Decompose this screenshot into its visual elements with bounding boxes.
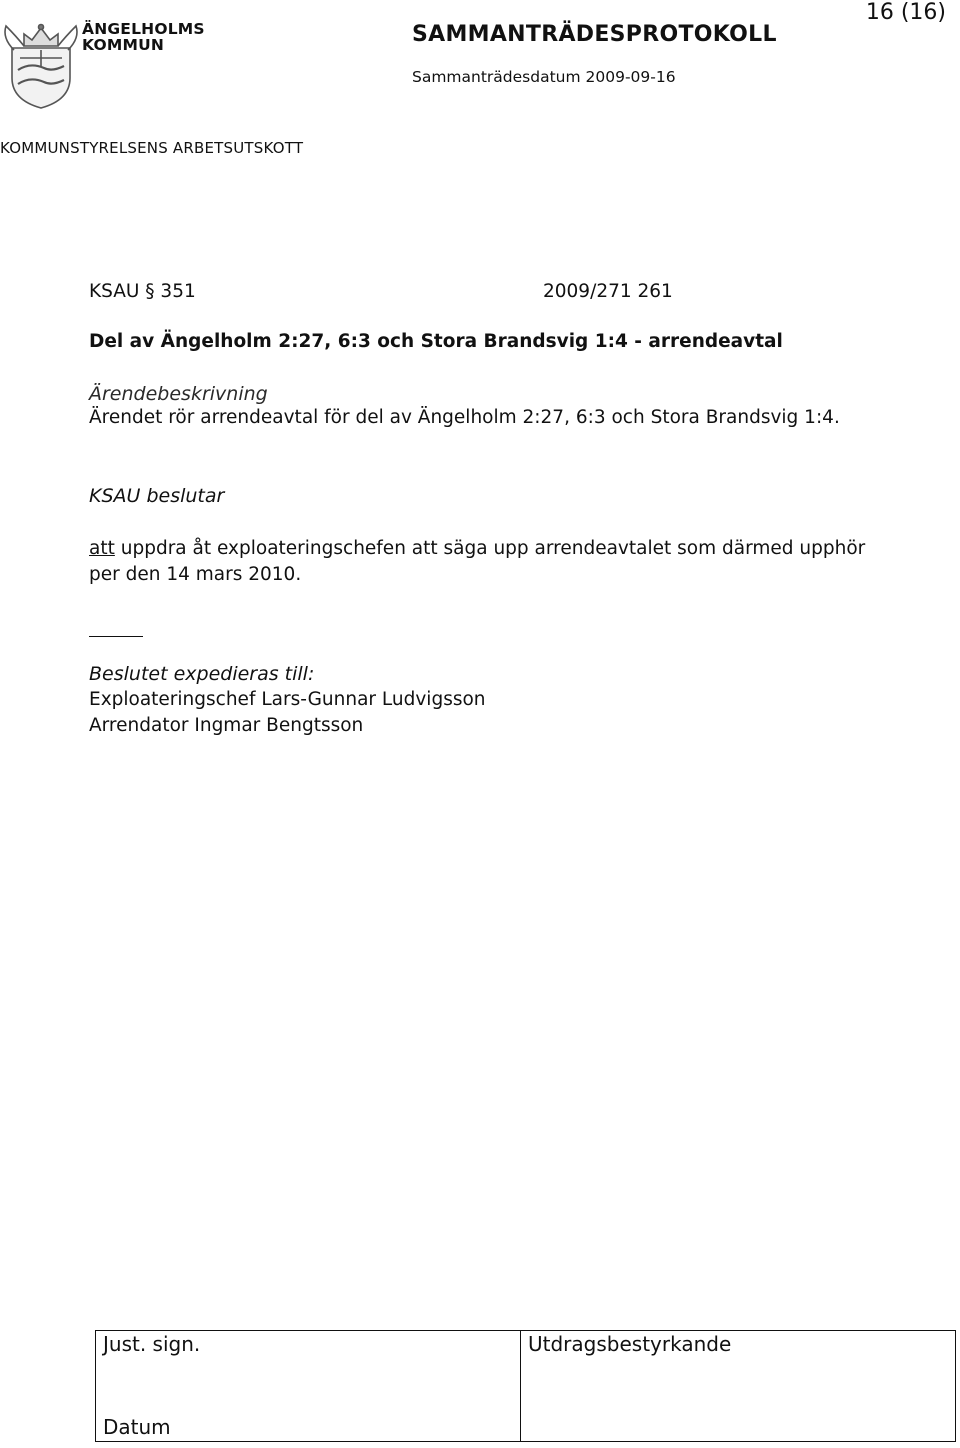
municipal-coat-of-arms-icon [0, 18, 82, 110]
expedition-recipient: Exploateringschef Lars-Gunnar Ludvigsson [89, 689, 486, 710]
just-sign-label: Just. sign. [103, 1332, 201, 1356]
decision-heading: KSAU beslutar [89, 485, 225, 507]
signature-box-divider [520, 1330, 521, 1442]
org-name-line1: ÄNGELHOLMS [82, 20, 205, 38]
decision-att: att [89, 538, 115, 559]
utdrag-label: Utdragsbestyrkande [528, 1332, 732, 1356]
document-title: SAMMANTRÄDESPROTOKOLL [412, 22, 777, 47]
org-name-line2: KOMMUN [82, 36, 165, 54]
expedition-heading: Beslutet expedieras till: [89, 663, 315, 685]
organization-name [82, 21, 205, 53]
description-heading: Ärendebeskrivning [89, 383, 268, 405]
decision-text [89, 536, 889, 588]
decision-body: uppdra åt exploateringschefen att säga upp arrendeavtalet som därmed upphör per den 14 mars 2010. [89, 538, 866, 585]
case-number: 2009/271 261 [543, 281, 673, 302]
case-title: Del av Ängelholm 2:27, 6:3 och Stora Brandsvig 1:4 - arrendeavtal [89, 331, 783, 352]
meeting-date: Sammanträdesdatum 2009-09-16 [412, 68, 676, 86]
signature-box [95, 1330, 956, 1442]
case-id: KSAU § 351 [89, 281, 196, 302]
datum-label: Datum [103, 1415, 171, 1439]
separator-line [89, 636, 143, 637]
expedition-recipient: Arrendator Ingmar Bengtsson [89, 715, 364, 736]
page-number: 16 (16) [865, 0, 946, 25]
description-text: Ärendet rör arrendeavtal för del av Ängelholm 2:27, 6:3 och Stora Brandsvig 1:4. [89, 407, 840, 428]
committee-name: KOMMUNSTYRELSENS ARBETSUTSKOTT [0, 139, 304, 157]
